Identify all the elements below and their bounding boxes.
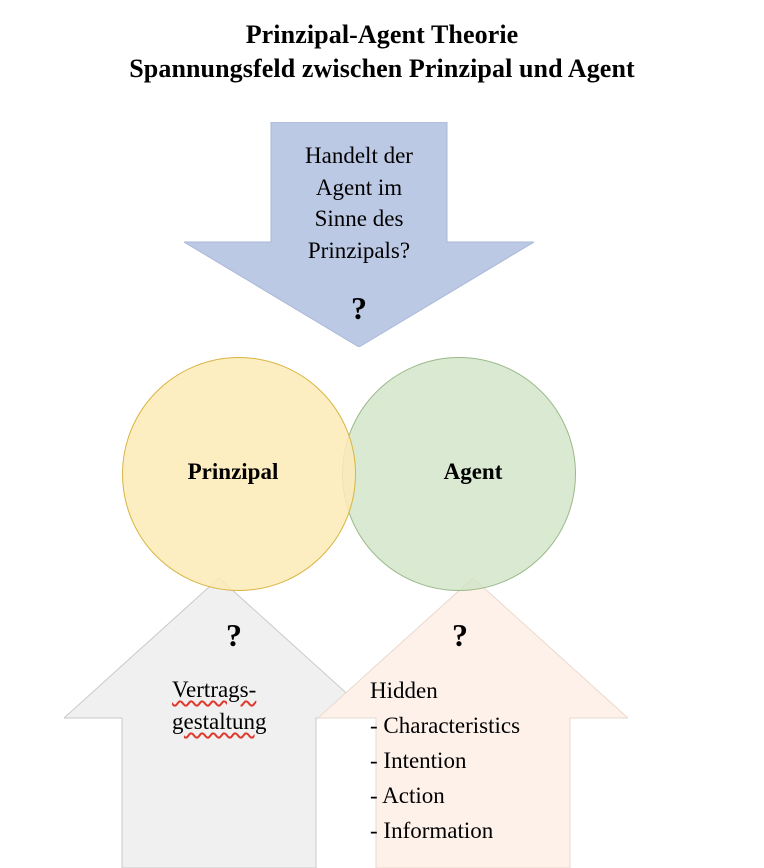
contract-design-text <box>172 674 352 738</box>
circle-agent <box>342 357 576 591</box>
up-arrow-right-question-mark: ? <box>452 617 468 653</box>
hidden-item-action: - Action <box>370 782 445 808</box>
title-line-1: Prinzipal-Agent Theorie <box>245 20 519 49</box>
question-line-3: Sinne des <box>314 206 404 232</box>
contract-design-line-1: Vertrags- <box>172 677 257 702</box>
up-arrow-left-question-mark: ? <box>226 617 242 653</box>
question-line-4: Prinzipals? <box>307 238 411 264</box>
hidden-item-characteristics: - Characteristics <box>370 712 521 738</box>
down-arrow-question-mark: ? <box>351 290 367 326</box>
title-line-2: Spannungsfeld zwischen Prinzipal und Agent <box>129 54 635 84</box>
circle-principal-label: Prinzipal <box>187 459 279 484</box>
hidden-item-information: - Information <box>370 817 494 843</box>
hidden-list <box>370 674 620 849</box>
down-arrow-shape <box>184 122 534 347</box>
circle-agent-label: Agent <box>443 459 503 484</box>
circle-principal <box>122 357 356 591</box>
hidden-heading: Hidden <box>370 678 438 703</box>
page-title <box>0 18 764 87</box>
hidden-item-intention: - Intention <box>370 747 467 773</box>
contract-design-line-2: gestaltung <box>172 709 267 735</box>
question-line-1: Handelt der <box>305 143 413 168</box>
question-line-2: Agent im <box>315 174 403 200</box>
